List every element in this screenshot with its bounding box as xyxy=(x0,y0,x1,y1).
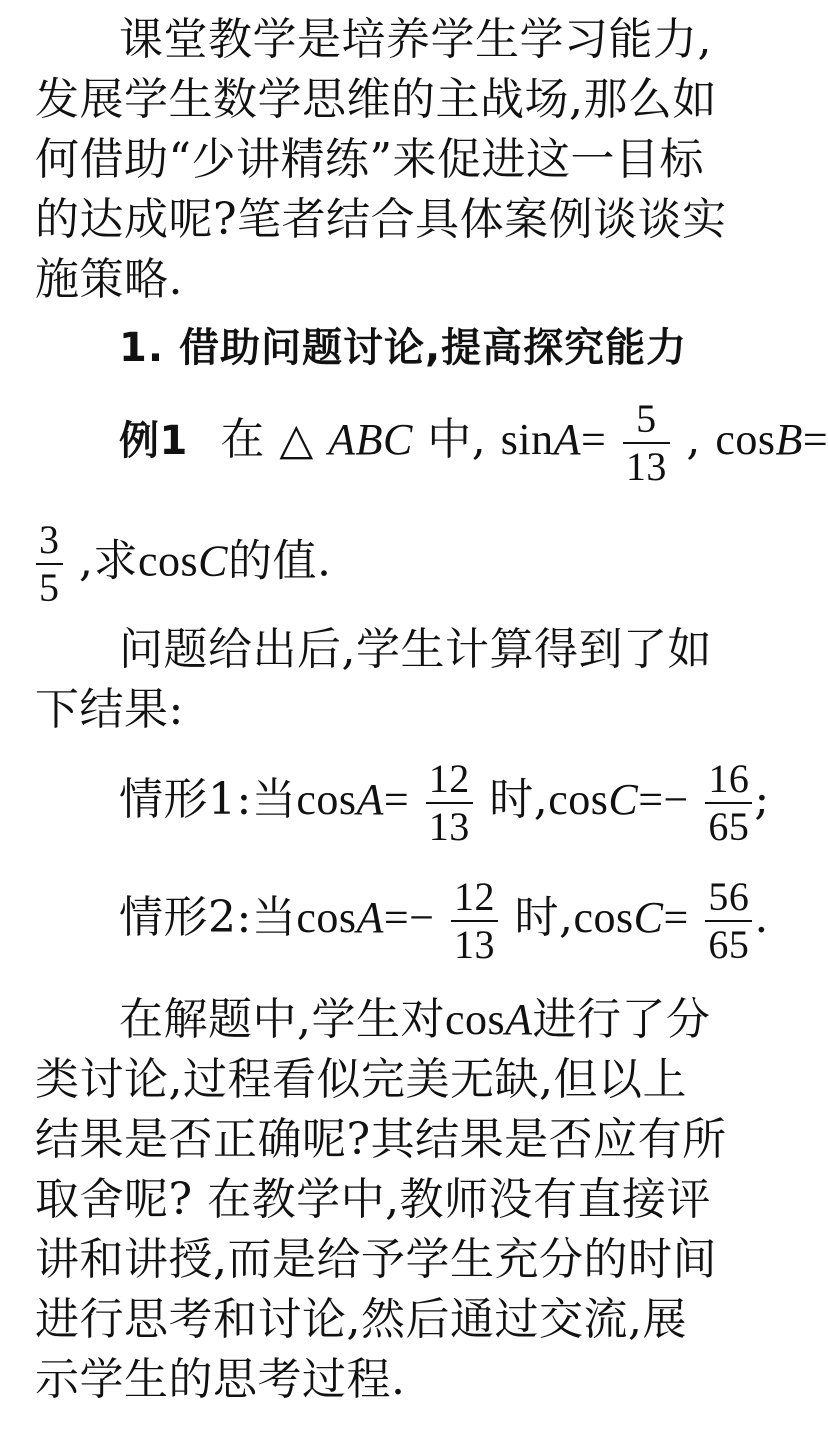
when-text: 时, xyxy=(514,892,574,943)
paragraph-line: 进行思考和讨论,然后通过交流,展 xyxy=(35,1294,687,1345)
cos-variable: A xyxy=(356,775,384,824)
paragraph-line: 课堂教学是培养学生学习能力, xyxy=(119,14,712,65)
example-label: 例1 xyxy=(119,418,188,464)
case-1-result-fraction xyxy=(705,757,752,849)
example-1-continuation xyxy=(34,517,682,610)
case-1-cos-fraction xyxy=(426,757,473,849)
cos-variable: C xyxy=(633,893,664,942)
fraction-denominator: 13 xyxy=(625,443,667,489)
case-label: 情形2:当 xyxy=(119,892,297,943)
triangle-symbol: △ xyxy=(279,415,314,464)
paragraph-text: 进行了分 xyxy=(532,994,711,1045)
paragraph-line: 何借助“少讲精练”来促进这一目标 xyxy=(35,134,704,185)
sin-function: sin xyxy=(500,415,554,464)
paragraph-line: 发展学生数学思维的主战场,那么如 xyxy=(35,74,717,125)
fraction-numerator: 16 xyxy=(708,755,750,801)
cos-function: cos xyxy=(715,415,776,464)
equals-sign: = xyxy=(663,893,689,942)
sin-variable: A xyxy=(553,415,582,464)
cos-variable: C xyxy=(608,775,639,824)
case-2-result-fraction xyxy=(705,875,752,967)
fraction-denominator: 65 xyxy=(708,803,750,849)
paragraph-line: 示学生的思考过程. xyxy=(35,1354,406,1405)
ask-prefix: ,求 xyxy=(79,535,138,587)
fraction-numerator: 3 xyxy=(39,517,60,562)
sin-fraction xyxy=(623,397,670,489)
cos-function: cos xyxy=(296,775,357,824)
equals-sign: = xyxy=(581,415,607,464)
cos-variable: A xyxy=(356,893,384,942)
equals-sign: = xyxy=(383,775,410,824)
case-end: ; xyxy=(754,774,770,825)
paragraph-line xyxy=(119,990,711,1050)
case-2-cos-fraction xyxy=(451,875,498,967)
triangle-name: ABC xyxy=(328,415,413,464)
paragraph-line: 结果是否正确呢?其结果是否应有所 xyxy=(35,1114,727,1165)
paragraph-line: 取舍呢? 在教学中,教师没有直接评 xyxy=(35,1174,712,1225)
case-end: . xyxy=(754,892,769,943)
cos-function: cos xyxy=(296,893,357,942)
paragraph-line: 类讨论,过程看似完美无缺,但以上 xyxy=(35,1054,687,1105)
cos-function: cos xyxy=(138,536,199,586)
cos-fraction xyxy=(36,518,63,610)
cos-variable: C xyxy=(198,536,229,586)
equals-minus-sign: =− xyxy=(638,775,689,824)
example-1-line xyxy=(119,390,828,490)
section-heading: 1. 借助问题讨论,提高探究能力 xyxy=(119,325,688,371)
cos-variable: A xyxy=(505,995,533,1044)
paragraph-text: 在解题中,学生对 xyxy=(119,994,445,1045)
comma: , xyxy=(686,414,701,465)
fraction-numerator: 12 xyxy=(428,755,470,801)
example-intro: 在 xyxy=(220,414,265,465)
equals-sign: = xyxy=(802,415,828,464)
equals-minus-sign: =− xyxy=(383,893,435,942)
cos-variable: B xyxy=(775,415,803,464)
fraction-denominator: 65 xyxy=(708,921,750,967)
paragraph-line: 的达成呢?笔者结合具体案例谈谈实 xyxy=(35,194,727,245)
cos-function: cos xyxy=(548,775,609,824)
cos-function: cos xyxy=(445,995,506,1044)
paragraph-line: 讲和讲授,而是给予学生充分的时间 xyxy=(35,1234,717,1285)
fraction-denominator: 5 xyxy=(39,565,60,610)
when-text: 时, xyxy=(489,774,549,825)
example-middle: 中, xyxy=(427,414,487,465)
paragraph-line: 问题给出后,学生计算得到了如 xyxy=(119,624,712,675)
case-1-line xyxy=(119,750,770,850)
paragraph-line: 下结果: xyxy=(35,684,184,735)
case-2-line xyxy=(119,868,769,968)
case-label: 情形1:当 xyxy=(119,774,297,825)
fraction-numerator: 5 xyxy=(636,395,657,441)
ask-suffix: 的值. xyxy=(228,535,332,587)
fraction-denominator: 13 xyxy=(454,921,496,967)
cos-function: cos xyxy=(573,893,634,942)
fraction-numerator: 12 xyxy=(454,873,496,919)
paragraph-line: 施策略. xyxy=(35,254,183,305)
fraction-denominator: 13 xyxy=(428,803,470,849)
fraction-numerator: 56 xyxy=(708,873,750,919)
